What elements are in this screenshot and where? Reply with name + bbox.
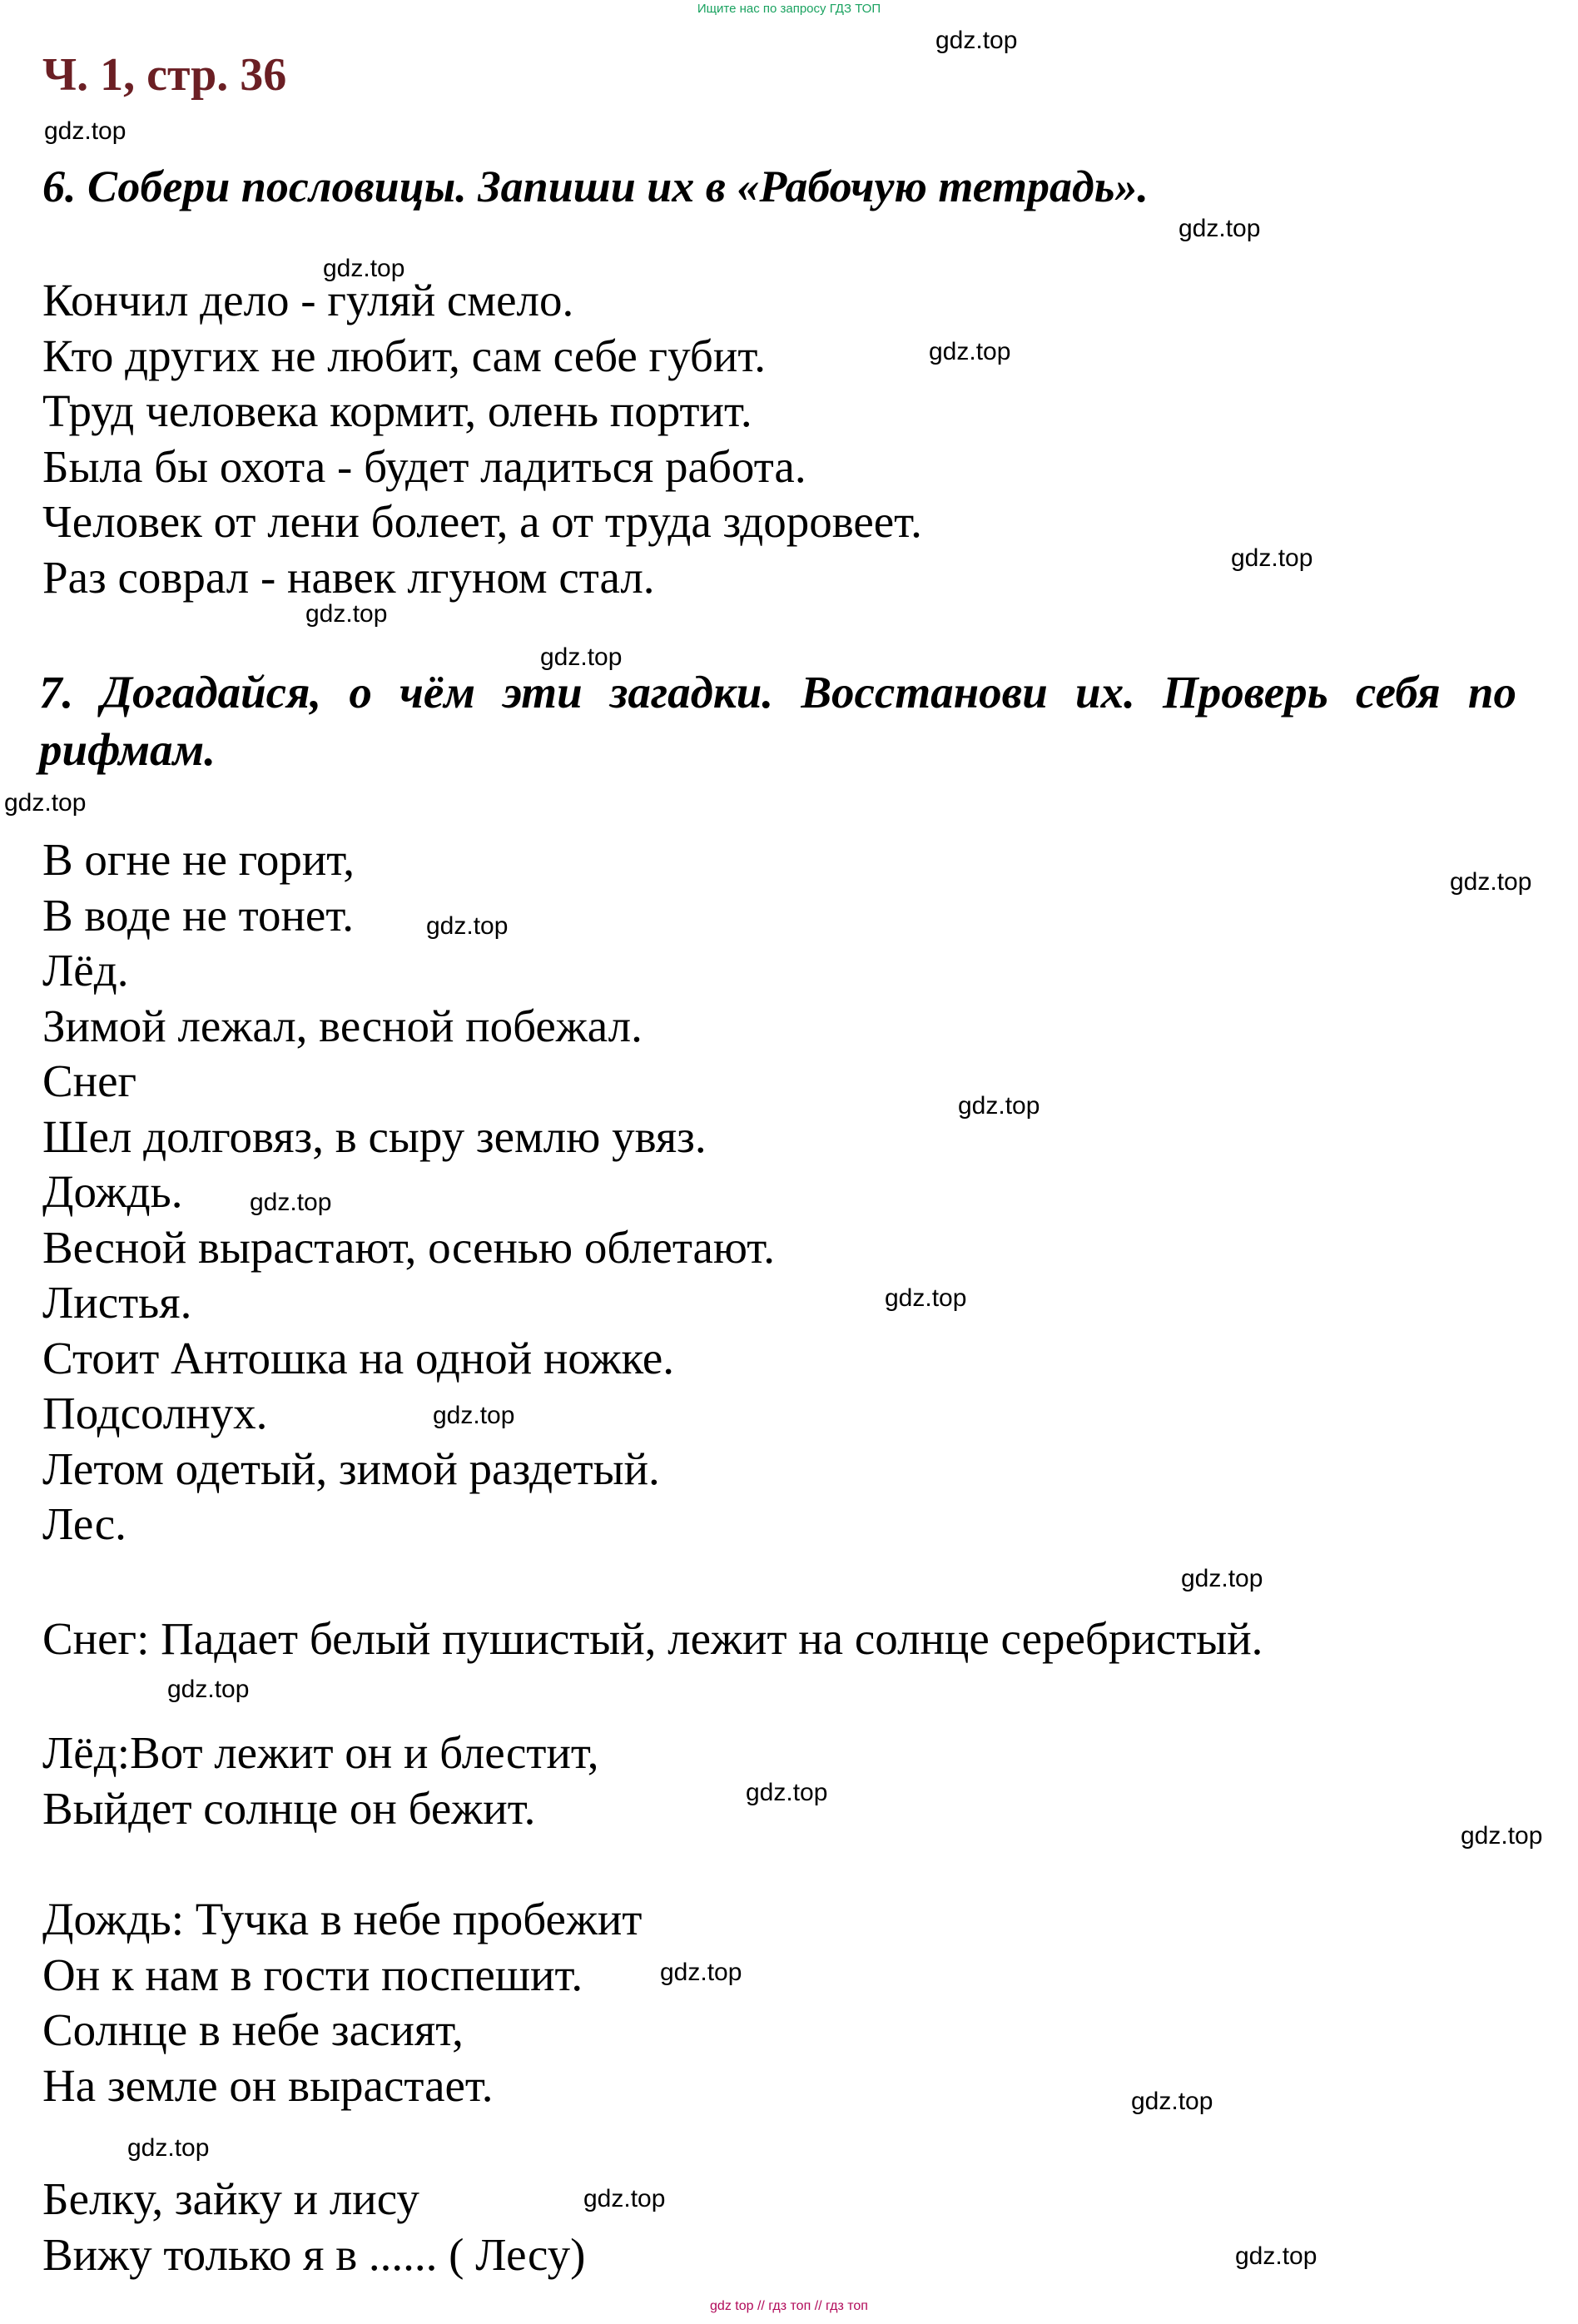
watermark: gdz.top (1461, 1822, 1543, 1850)
watermark: gdz.top (1179, 215, 1261, 242)
watermark: gdz.top (935, 27, 1018, 54)
watermark: gdz.top (426, 912, 509, 940)
task-7-title: 7. Догадайся, о чём эти загадки. Восстанови их. Проверь себя по рифмам. (39, 667, 1516, 775)
top-banner: Ищите нас по запросу ГДЗ ТОП (697, 2, 881, 16)
ice-rhyme-line: Лёд:Вот лежит он и блестит, (42, 1727, 599, 1778)
watermark: gdz.top (305, 600, 388, 628)
proverb-line: Кончил дело - гуляй смело. (42, 275, 574, 325)
task-6-title: 6. Собери пословицы. Запиши их в «Рабочую тетрадь». (42, 161, 1149, 211)
watermark: gdz.top (127, 2134, 210, 2162)
rain-rhyme (42, 1892, 642, 2113)
watermark: gdz.top (1235, 2242, 1317, 2270)
watermark: gdz.top (1181, 1565, 1263, 1592)
watermark: gdz.top (1131, 2088, 1213, 2115)
rain-rhyme-line: Он к нам в гости поспешит. (42, 1949, 583, 2000)
proverbs-list (42, 273, 922, 605)
watermark: gdz.top (44, 117, 127, 145)
watermark: gdz.top (433, 1402, 515, 1429)
riddle-answer: Лес. (42, 1498, 127, 1549)
rain-rhyme-line: Дождь: Тучка в небе пробежит (42, 1894, 643, 1944)
watermark: gdz.top (929, 338, 1011, 365)
watermark: gdz.top (250, 1189, 332, 1216)
proverb-line: Раз соврал - навек лгуном стал. (42, 551, 655, 603)
watermark: gdz.top (1231, 544, 1313, 572)
riddle-answer: Подсолнух. (42, 1388, 268, 1438)
proverb-line: Труд человека кормит, олень портит. (42, 385, 752, 436)
riddle-answer: Снег (42, 1055, 137, 1106)
riddle-line: В огне не горит, (42, 834, 355, 885)
watermark: gdz.top (583, 2185, 666, 2212)
riddle-line: Стоит Антошка на одной ножке. (42, 1332, 675, 1383)
watermark: gdz.top (746, 1779, 828, 1806)
watermark: gdz.top (540, 643, 623, 671)
ice-rhyme-line: Выйдет солнце он бежит. (42, 1782, 536, 1834)
riddles-list (42, 832, 775, 1552)
riddle-answer: Листья. (42, 1277, 192, 1328)
watermark: gdz.top (1450, 868, 1532, 896)
riddle-line: Зимой лежал, весной побежал. (42, 1000, 643, 1051)
page-reference: Ч. 1, стр. 36 (42, 49, 287, 101)
watermark: gdz.top (167, 1676, 250, 1703)
bottom-banner: gdz top // гдз топ // гдз топ (710, 2299, 868, 2313)
rain-rhyme-line: На земле он вырастает. (42, 2059, 494, 2111)
riddle-line: Весной вырастают, осенью облетают. (42, 1221, 775, 1273)
forest-rhyme-line: Вижу только я в ...... ( Лесу) (42, 2228, 586, 2280)
proverb-line: Человек от лени болеет, а от труда здоровеет. (42, 496, 922, 547)
ice-rhyme (42, 1726, 599, 1836)
snow-rhyme: Снег: Падает белый пушистый, лежит на солнце серебристый. (42, 1613, 1263, 1664)
riddle-answer: Лёд. (42, 945, 129, 996)
riddle-line: Летом одетый, зимой раздетый. (42, 1443, 660, 1494)
watermark: gdz.top (4, 789, 87, 817)
proverb-line: Была бы охота - будет ладиться работа. (42, 440, 806, 492)
rain-rhyme-line: Солнце в небе засият, (42, 2004, 464, 2055)
riddle-line: В воде не тонет. (42, 889, 354, 941)
watermark: gdz.top (958, 1092, 1040, 1120)
watermark: gdz.top (660, 1959, 742, 1986)
proverb-line: Кто других не любит, сам себе губит. (42, 330, 766, 381)
forest-rhyme (42, 2172, 585, 2282)
riddle-line: Шел долговяз, в сыру землю увяз. (42, 1110, 707, 1162)
watermark: gdz.top (323, 255, 405, 282)
forest-rhyme-line: Белку, зайку и лису (42, 2173, 419, 2224)
watermark: gdz.top (885, 1284, 967, 1312)
riddle-answer: Дождь. (42, 1166, 183, 1217)
